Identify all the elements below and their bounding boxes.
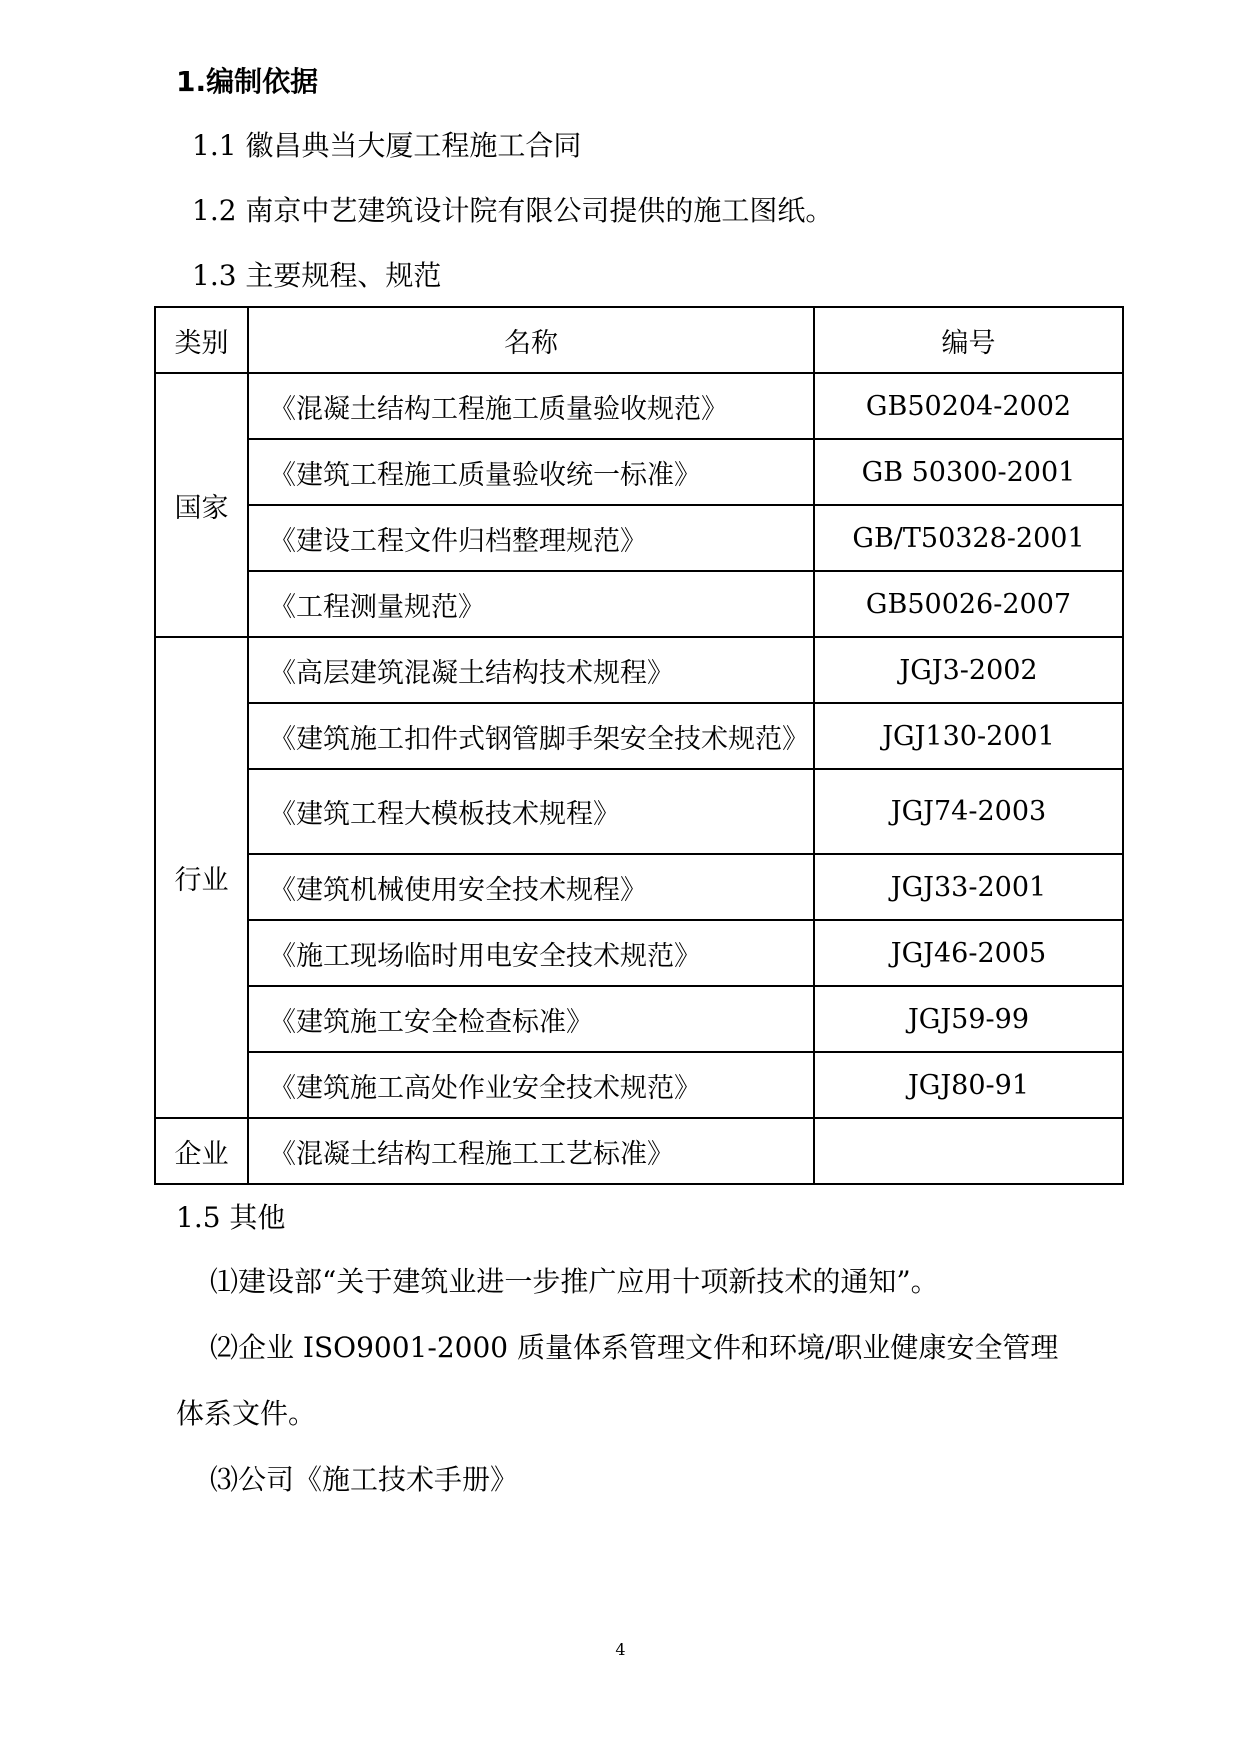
standard-name: 《建筑工程施工质量验收统一标准》	[248, 439, 814, 505]
other-item-1: ⑴建设部“关于建筑业进一步推广应用十项新技术的通知”。	[210, 1265, 939, 1298]
table-row	[155, 637, 1123, 703]
standard-code: GB50026-2007	[814, 571, 1123, 637]
item-drawings: 1.2 南京中艺建筑设计院有限公司提供的施工图纸。	[192, 194, 834, 227]
table-row	[155, 1118, 1123, 1184]
standard-code: JGJ46-2005	[814, 920, 1123, 986]
standard-code: JGJ80-91	[814, 1052, 1123, 1118]
standards-table	[154, 306, 1124, 1185]
table-row	[155, 703, 1123, 769]
table-header-row	[155, 307, 1123, 373]
header-code: 编号	[814, 307, 1123, 373]
table-row	[155, 920, 1123, 986]
standard-name: 《建筑机械使用安全技术规程》	[248, 854, 814, 920]
standard-code: JGJ33-2001	[814, 854, 1123, 920]
standard-name: 《施工现场临时用电安全技术规范》	[248, 920, 814, 986]
table-row	[155, 1052, 1123, 1118]
standard-name: 《建筑施工安全检查标准》	[248, 986, 814, 1052]
other-item-3: ⑶公司《施工技术手册》	[210, 1463, 519, 1496]
page-number: 4	[615, 1640, 626, 1659]
table-row	[155, 854, 1123, 920]
standard-name: 《建设工程文件归档整理规范》	[248, 505, 814, 571]
table-row	[155, 373, 1123, 439]
header-name: 名称	[248, 307, 814, 373]
standard-code: GB50204-2002	[814, 373, 1123, 439]
table-row	[155, 505, 1123, 571]
standard-name: 《建筑施工扣件式钢管脚手架安全技术规范》	[248, 703, 814, 769]
other-item-2-cont: 体系文件。	[176, 1397, 317, 1430]
item-standards-heading: 1.3 主要规程、规范	[192, 259, 442, 292]
standard-name: 《工程测量规范》	[248, 571, 814, 637]
standard-code: JGJ130-2001	[814, 703, 1123, 769]
standard-code: JGJ74-2003	[814, 769, 1123, 854]
standard-code: JGJ59-99	[814, 986, 1123, 1052]
standard-code: JGJ3-2002	[814, 637, 1123, 703]
item-contract: 1.1 徽昌典当大厦工程施工合同	[192, 129, 582, 162]
table-row	[155, 986, 1123, 1052]
standard-name: 《建筑施工高处作业安全技术规范》	[248, 1052, 814, 1118]
table-row	[155, 769, 1123, 854]
other-heading: 1.5 其他	[176, 1201, 286, 1234]
table-row	[155, 439, 1123, 505]
standard-code: GB 50300-2001	[814, 439, 1123, 505]
category-cell: 国家	[155, 373, 248, 637]
standard-name: 《混凝土结构工程施工工艺标准》	[248, 1118, 814, 1184]
standard-name: 《建筑工程大模板技术规程》	[248, 769, 814, 854]
standard-name: 《高层建筑混凝土结构技术规程》	[248, 637, 814, 703]
category-cell: 企业	[155, 1118, 248, 1184]
category-cell: 行业	[155, 637, 248, 1118]
header-category: 类别	[155, 307, 248, 373]
section-title: 1.编制依据	[176, 65, 319, 98]
table-row	[155, 571, 1123, 637]
other-item-2: ⑵企业 ISO9001-2000 质量体系管理文件和环境/职业健康安全管理	[210, 1331, 1059, 1364]
standard-code	[814, 1118, 1123, 1184]
standard-code: GB/T50328-2001	[814, 505, 1123, 571]
standard-name: 《混凝土结构工程施工质量验收规范》	[248, 373, 814, 439]
